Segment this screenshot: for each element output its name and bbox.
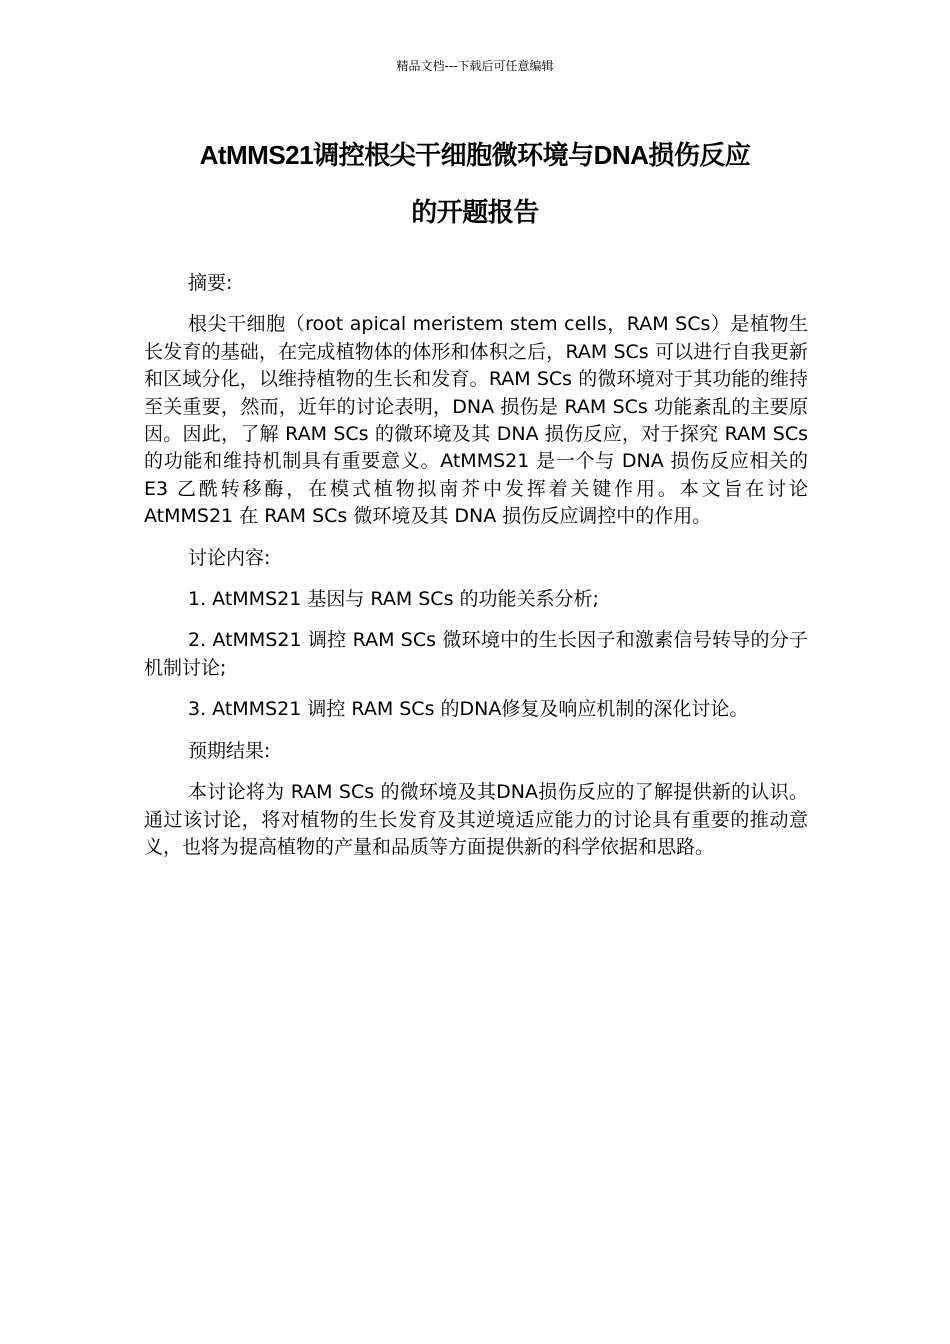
document-body bbox=[144, 270, 808, 861]
discussion-heading: 讨论内容: bbox=[188, 546, 271, 569]
discussion-item-1: 1. AtMMS21 基因与 RAM SCs 的功能关系分析; bbox=[188, 588, 599, 611]
discussion-item-3: 3. AtMMS21 调控 RAM SCs 的DNA修复及响应机制的深化讨论。 bbox=[188, 698, 749, 721]
results-heading: 预期结果: bbox=[188, 739, 271, 762]
document-title-line-2: 的开题报告 bbox=[411, 197, 539, 227]
results-paragraph: 本讨论将为 RAM SCs 的微环境及其DNA损伤反应的了解提供新的认识。通过该讨论，将对植物的生长发育及其逆境适应能力的讨论具有重要的推动意义，也将为提高植物的产量和品质等方面提供新的科学依据和思路。 bbox=[144, 781, 808, 858]
abstract-paragraph: 根尖干细胞（root apical meristem stem cells，RAM SCs）是植物生长发育的基础，在完成植物体的体形和体积之后，RAM SCs 可以进行自我更新和区域分化，以维持植物的生长和发育。RAM SCs 的微环境对于其功能的维持至关重要，然而，近年的讨论表明，DNA 损伤是 RAM SCs 功能紊乱的主要原因。因此，了解 RAM SCs 的微环境及其 DNA 损伤反应，对于探究 RAM SCs 的功能和维持机制具有重要意义。AtMMS21 是一个与 DNA 损伤反应相关的 E3 乙酰转移酶，在模式植物拟南芥中发挥着关键作用。本文旨在讨论 AtMMS21 在 RAM SCs 微环境及其 DNA 损伤反应调控中的作用。 bbox=[144, 313, 808, 528]
page-header-watermark: 精品文档---下载后可任意编辑 bbox=[396, 59, 554, 73]
discussion-item-2: 2. AtMMS21 调控 RAM SCs 微环境中的生长因子和激素信号转导的分子机制讨论; bbox=[144, 629, 808, 679]
document-title-line-1: AtMMS21调控根尖干细胞微环境与DNA损伤反应 bbox=[199, 140, 751, 170]
abstract-heading: 摘要: bbox=[188, 272, 233, 294]
